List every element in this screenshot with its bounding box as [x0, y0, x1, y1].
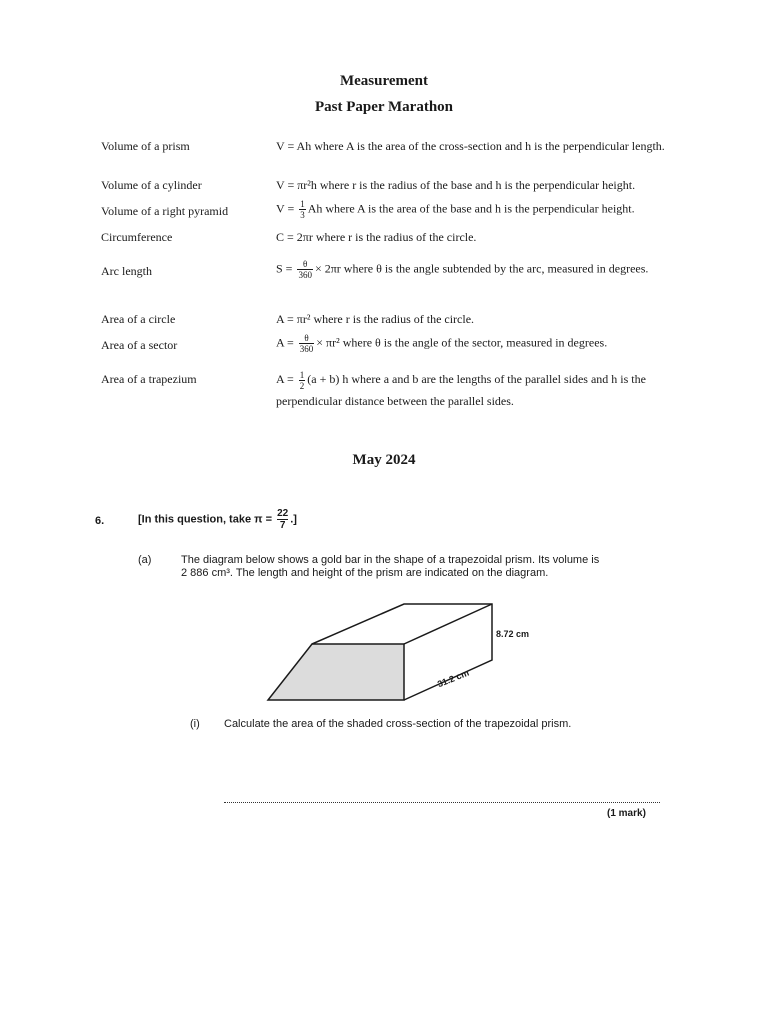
part-i-text: Calculate the area of the shaded cross-section of the trapezoidal prism.	[224, 718, 572, 730]
formula-definition: A = πr² where r is the radius of the circle.	[276, 312, 475, 326]
formula-definition: V = Ah where A is the area of the cross-section and h is the perpendicular length.	[276, 139, 665, 153]
question-number: 6.	[95, 515, 105, 527]
formula-definition: A = $\frac{1}{2}$ (a + b) h where a and b are the lengths of the parallel sides and h is the perpendicular distance between the parallel sides.	[276, 369, 646, 408]
answer-line[interactable]	[224, 794, 660, 803]
formula-definition: C = 2πr where r is the radius of the circle.	[276, 230, 477, 244]
formula-definition: V = $\frac{1}{3}$ Ah where A is the area of the base and h is the perpendicular height.	[276, 199, 635, 220]
formula-label: Volume of a right pyramid	[101, 204, 229, 218]
question-instruction: [In this question, take π = $\frac{22}{7}$ .]	[138, 508, 297, 531]
height-label: 8.72 cm	[496, 629, 530, 639]
part-i-label: (i)	[190, 718, 200, 730]
section-heading: May 2024	[352, 452, 416, 468]
formula-label: Arc length	[101, 264, 152, 278]
formula-label: Volume of a prism	[101, 139, 190, 153]
formula-definition: S = $\frac{\theta}{360}$ × 2πr where θ is the angle subtended by the arc, measured in degrees.	[276, 259, 649, 280]
trapezoidal-prism-diagram	[260, 598, 560, 708]
formula-label: Area of a circle	[101, 312, 176, 326]
formula-label: Area of a sector	[101, 338, 178, 352]
formula-label: Circumference	[101, 230, 173, 244]
page-title: Measurement	[339, 73, 429, 89]
formula-label: Area of a trapezium	[101, 372, 197, 386]
marks-label: (1 mark)	[607, 808, 646, 819]
length-label: 31.2 cm	[436, 667, 471, 690]
shaded-cross-section	[268, 644, 404, 700]
prism-top-edge	[404, 604, 492, 644]
formula-label: Volume of a cylinder	[101, 178, 202, 192]
formula-definition: V = πr²h where r is the radius of the base and h is the perpendicular height.	[276, 178, 636, 192]
part-a-text: The diagram below shows a gold bar in the shape of a trapezoidal prism. Its volume is 2 886 cm³. The length and height of the prism are indicated on the diagram.	[181, 554, 600, 579]
page-subtitle: Past Paper Marathon	[314, 99, 454, 115]
part-a-label: (a)	[138, 554, 152, 566]
formula-definition: A = $\frac{\theta}{360}$ × πr² where θ is the angle of the sector, measured in degrees.	[276, 333, 608, 354]
